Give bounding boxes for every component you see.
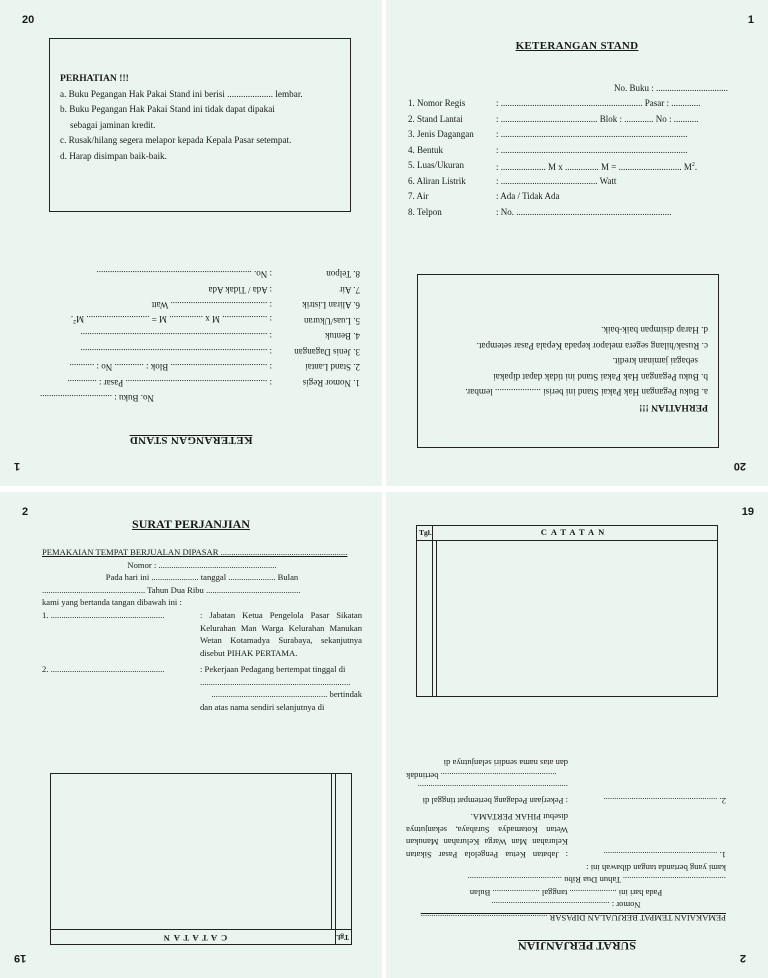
party-1-number: 1. ..................................................... xyxy=(42,609,165,620)
notice-item-c: c. Rusak/hilang segera melapor kepada Kepala Pasar setempat. xyxy=(60,135,292,145)
notice-item-b2: sebagai jaminan kredit. xyxy=(612,356,698,367)
panel-bottom-right xyxy=(386,492,768,978)
page-number: 2 xyxy=(739,952,746,964)
notice-box xyxy=(417,274,719,448)
kt-row: 4. Bentuk : ................................................................................... xyxy=(80,331,360,342)
page-19-upper xyxy=(386,492,768,735)
page-20-upper xyxy=(0,0,382,243)
party-2-number: 2. ..................................................... xyxy=(42,663,165,674)
party-1-number: 1. ..................................................... xyxy=(603,850,726,861)
kt-row: 7. Air : Ada / Tidak Ada xyxy=(408,191,560,201)
catatan-title: CATATAN xyxy=(540,527,609,537)
party-1-desc: : Jabatan Ketua Pengelola Pasar Sikatan Kelurahan Man Warga Kelurahan Manukan Wetan Kotamadya Surabaya, sekanjutnya disebut PIHAK PERTAMA. xyxy=(200,609,362,658)
perjanjian-year: ................................................ Tahun Dua Ribu ............................................ xyxy=(467,875,726,886)
no-buku: No. Buku : ................................ xyxy=(40,393,155,403)
perjanjian-title: SURAT PERJANJIAN xyxy=(132,517,250,531)
perjanjian-heading-line: PEMAKAIAN TEMPAT BERJUALAN DIPASAR ........................................................... xyxy=(420,913,726,923)
page-number: 1 xyxy=(14,460,21,472)
perjanjian-date: Pada hari ini ...................... tanggal ...................... Bulan xyxy=(469,887,663,898)
keterangan-title: KETERANGAN STAND xyxy=(515,40,639,52)
perjanjian-heading-line: PEMAKAIAN TEMPAT BERJUALAN DIPASAR ........................................................... xyxy=(42,547,348,557)
kt-row: 6. Aliran Listrik : ........................................... Watt xyxy=(408,175,617,186)
kt-row: 4. Bentuk : ................................................................................... xyxy=(408,144,688,155)
bottom-sheet xyxy=(0,492,768,978)
notice-item-a: a. Buku Pegangan Hak Pakai Stand ini berisi .................... lembar. xyxy=(60,88,303,99)
notice-item-d: d. Harap disimpan baik-baik. xyxy=(60,150,167,161)
kt-row: 7. Air : Ada / Tidak Ada xyxy=(208,285,360,295)
kt-row: 1. Nomor Regis : ............................................................... Pasar : ............. xyxy=(67,378,360,388)
notice-item-b1: b. Buku Pegangan Hak Pakai Stand ini tidak dapat dipakai xyxy=(60,104,275,114)
page-number: 20 xyxy=(733,460,746,472)
kt-row: 8. Telpon : No. ..................................................................... xyxy=(408,206,672,217)
no-buku: No. Buku : ................................ xyxy=(613,83,728,93)
catatan-tgl: Tgl. xyxy=(336,933,349,942)
kt-row: 1. Nomor Regis : ............................................................... Pasar : ............. xyxy=(408,98,701,108)
keterangan-list xyxy=(408,96,758,220)
kt-row: 5. Luas/Ukuran : .................... M x ............... M = ............................ $M^2$. xyxy=(408,160,698,172)
keterangan-list xyxy=(10,266,360,390)
page-2-upper xyxy=(0,492,382,735)
page-number: 1 xyxy=(747,14,754,26)
page-number: 19 xyxy=(741,506,754,518)
keterangan-title: KETERANGAN STAND xyxy=(129,434,253,446)
kt-row: 3. Jenis Dagangan : ................................................................................... xyxy=(408,129,688,139)
page-number: 2 xyxy=(22,506,29,518)
notice-item-d: d. Harap disimpan baik-baik. xyxy=(601,325,708,336)
page-20-rotated xyxy=(386,243,768,486)
notice-item-b1: b. Buku Pegangan Hak Pakai Stand ini tidak dapat dipakai xyxy=(493,372,708,382)
page-19-rotated xyxy=(0,735,382,978)
page-1-upper xyxy=(386,0,768,243)
perjanjian-nomor: Nomor : ....................................................... xyxy=(127,559,277,570)
page-number: 20 xyxy=(22,14,35,26)
party-2-desc: : Pekerjaan Pedagang bertempat tinggal di ...................................................................... ...................................................... bertindak dan atas nama sendiri selanjutnya di xyxy=(200,663,362,712)
kt-row: 2. Stand Lantai : ........................................... Blok : ............. No : ........... xyxy=(408,113,699,124)
notice-title: PERHATIAN !!! xyxy=(639,402,708,413)
perjanjian-date: Pada hari ini ...................... tanggal ...................... Bulan xyxy=(105,572,299,583)
kt-row: 2. Stand Lantai : ........................................... Blok : ............. No : ........... xyxy=(69,362,360,373)
party-1-desc: : Jabatan Ketua Pengelola Pasar Sikatan Kelurahan Man Warga Kelurahan Manukan Wetan Kotamadya Surabaya, sekanjutnya disebut PIHAK PERTAMA. xyxy=(406,812,568,861)
page-number: 19 xyxy=(14,952,27,964)
perjanjian-body xyxy=(42,546,362,715)
catatan-tgl: Tgl. xyxy=(419,528,432,537)
party-2-desc: : Pekerjaan Pedagang bertempat tinggal di ...................................................................... ...................................................... bertindak dan atas nama sendiri selanjutnya di xyxy=(406,758,568,807)
kt-row: 8. Telpon : No. ..................................................................... xyxy=(96,269,360,280)
catatan-title: CATATAN xyxy=(159,933,228,943)
kt-row: 5. Luas/Ukuran : .................... M x ............... M = ............................ $M^2$. xyxy=(70,314,360,326)
panel-top-right xyxy=(386,0,768,486)
page-2-rotated xyxy=(386,735,768,978)
perjanjian-intro: kami yang bertanda tangan dibawah ini : xyxy=(42,597,182,608)
kt-row: 6. Aliran Listrik : ........................................... Watt xyxy=(151,300,360,311)
panel-bottom-left xyxy=(0,492,382,978)
top-sheet xyxy=(0,0,768,486)
catatan-box xyxy=(50,773,352,945)
perjanjian-nomor: Nomor : ....................................................... xyxy=(491,900,641,911)
perjanjian-title: SURAT PERJANJIAN xyxy=(518,939,636,953)
notice-box xyxy=(49,38,351,212)
party-2-number: 2. ..................................................... xyxy=(603,796,726,807)
notice-item-b2: sebagai jaminan kredit. xyxy=(70,119,156,130)
perjanjian-year: ................................................ Tahun Dua Ribu ............................................ xyxy=(42,584,301,595)
kt-row: 3. Jenis Dagangan : ................................................................................... xyxy=(80,347,360,357)
notice-item-c: c. Rusak/hilang segera melapor kepada Kepala Pasar setempat. xyxy=(476,341,708,351)
panel-top-left xyxy=(0,0,382,486)
page-1-rotated xyxy=(0,243,382,486)
catatan-box xyxy=(416,525,718,697)
notice-item-a: a. Buku Pegangan Hak Pakai Stand ini berisi .................... lembar. xyxy=(465,387,708,398)
notice-title: PERHATIAN !!! xyxy=(60,73,129,84)
perjanjian-intro: kami yang bertanda tangan dibawah ini : xyxy=(586,862,726,873)
perjanjian-body xyxy=(406,755,726,924)
